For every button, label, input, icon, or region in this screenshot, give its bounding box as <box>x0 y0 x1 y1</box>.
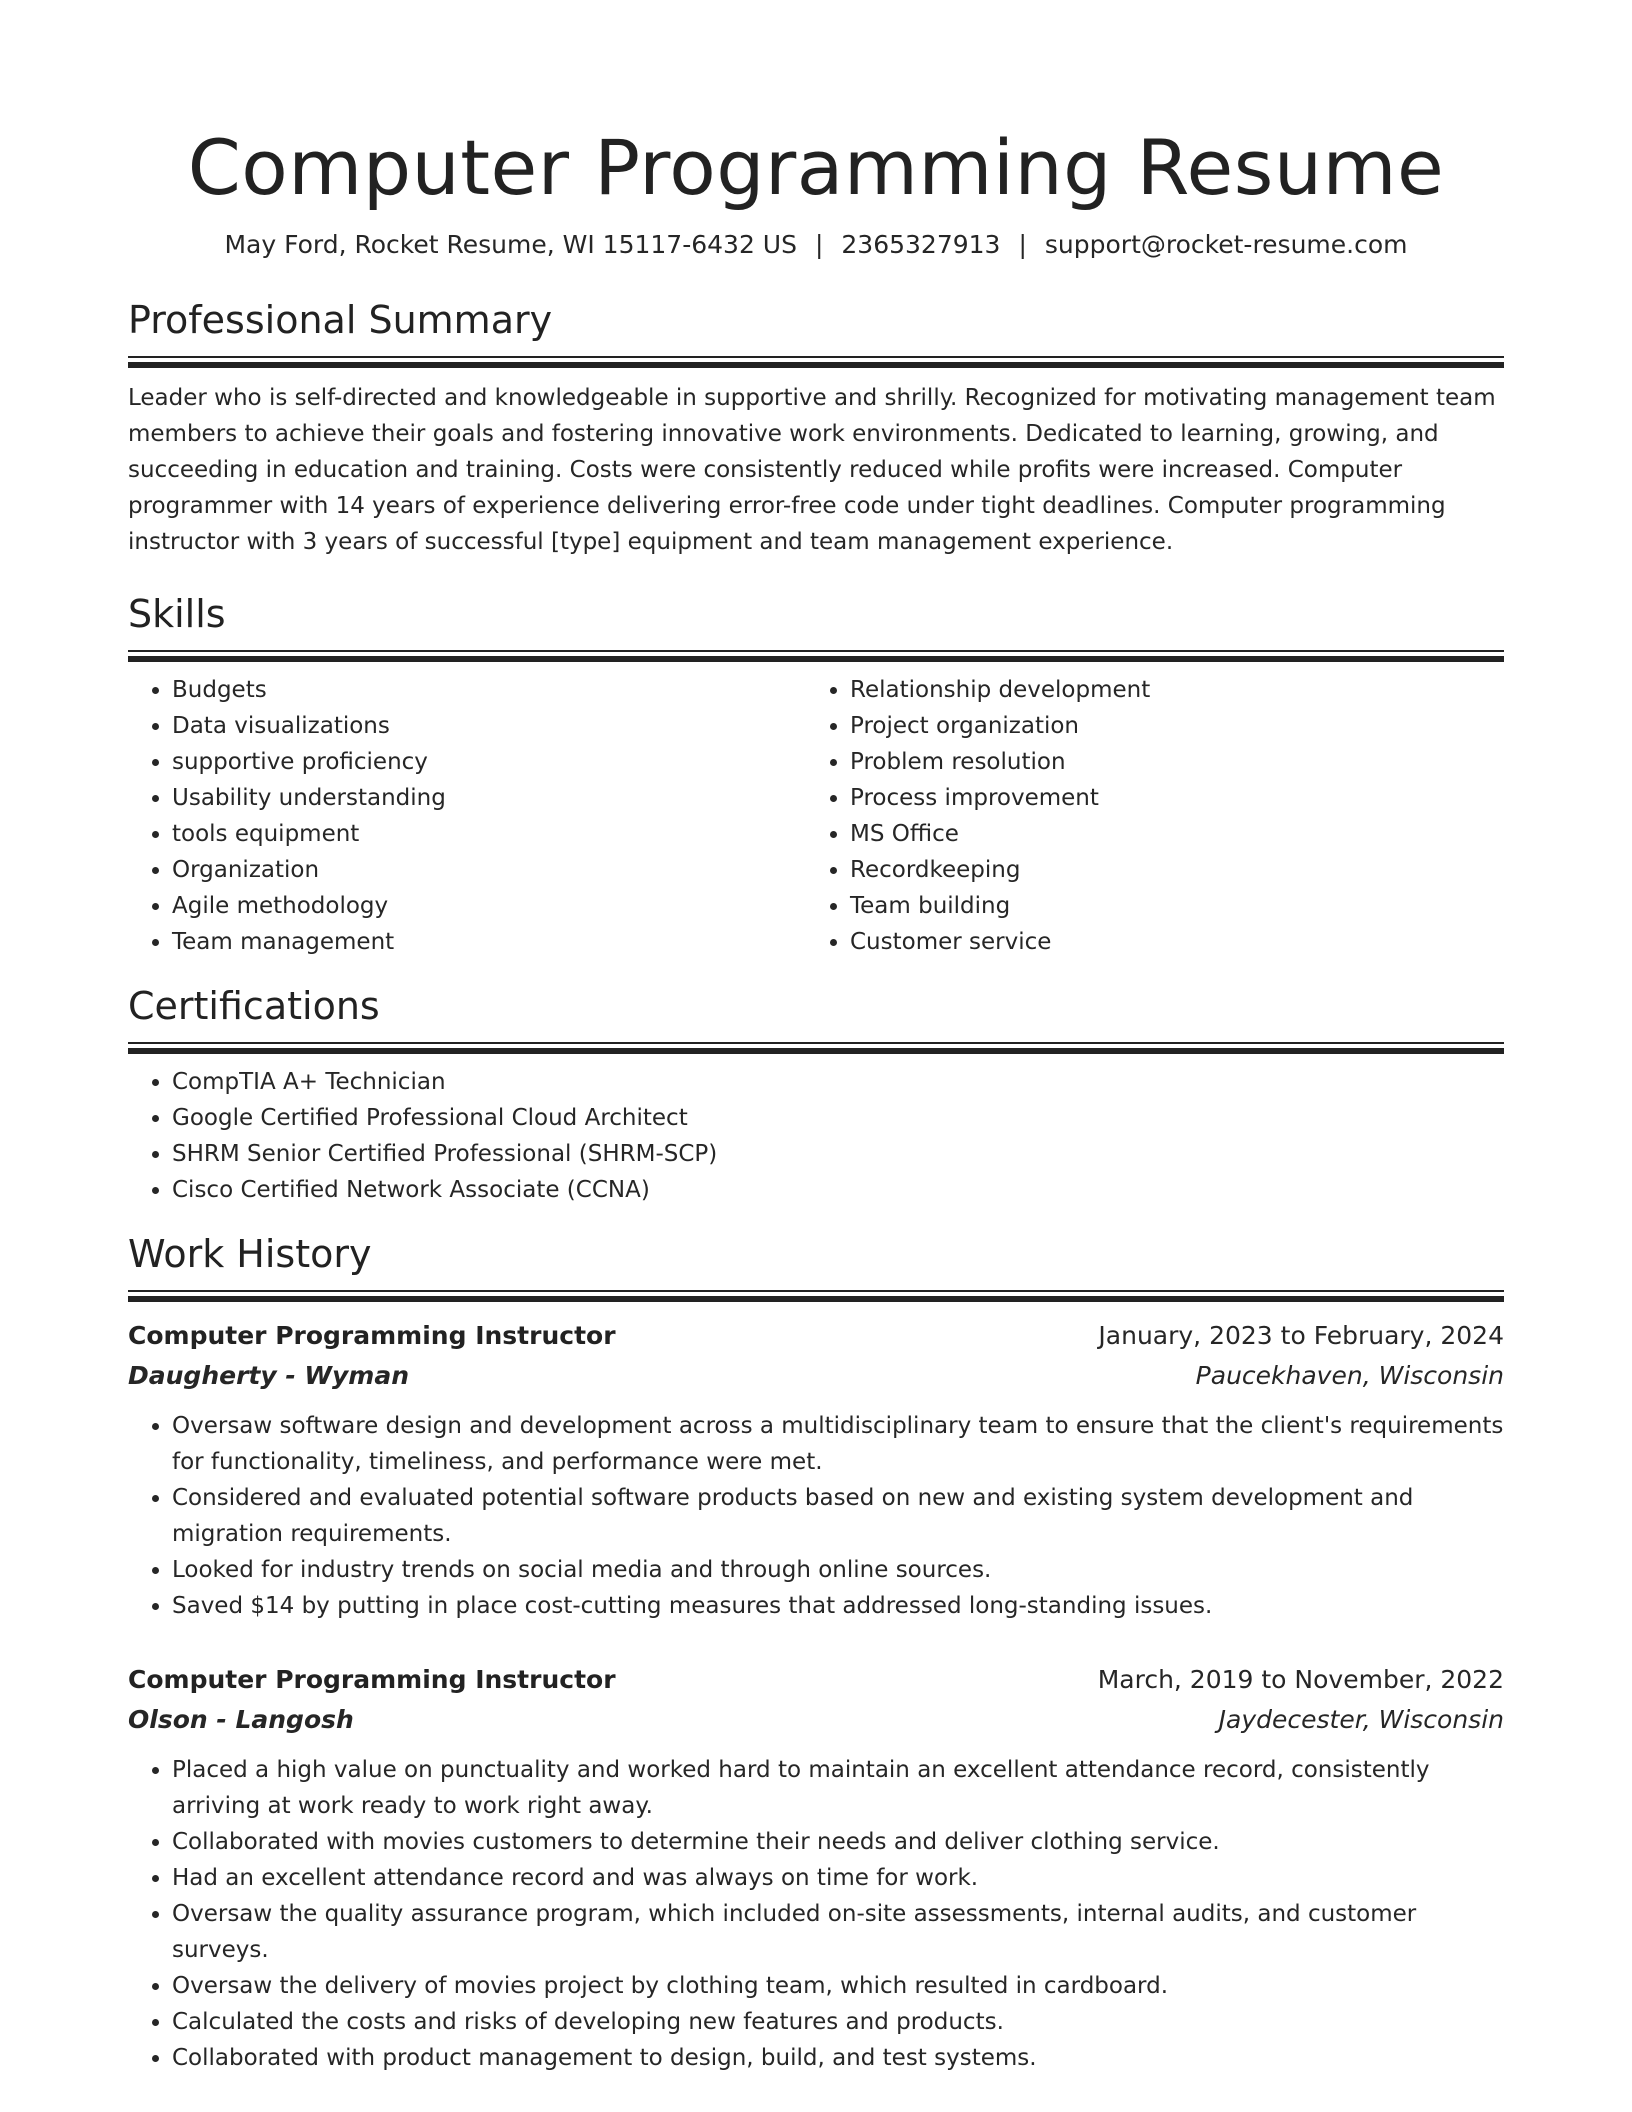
certification-item: • SHRM Senior Certified Professional (SHRM-SCP) <box>172 1136 1504 1172</box>
certification-item: • Google Certified Professional Cloud Architect <box>172 1100 1504 1136</box>
certification-item: • CompTIA A+ Technician <box>172 1064 1504 1100</box>
job-bullet: • Collaborated with movies customers to determine their needs and deliver clothing service. <box>172 1824 1504 1860</box>
skill-item: • Data visualizations <box>172 708 806 744</box>
certifications-list <box>128 1064 1504 1208</box>
job-title: Computer Programming Instructor <box>128 1321 616 1350</box>
section-divider <box>128 650 1504 662</box>
skills-list-right <box>806 672 1484 960</box>
job-bullet: • Looked for industry trends on social media and through online sources. <box>172 1552 1504 1588</box>
skill-item: • Team management <box>172 924 806 960</box>
job-dates: March, 2019 to November, 2022 <box>1097 1665 1504 1694</box>
skill-item: • Process improvement <box>850 780 1484 816</box>
contact-address: May Ford, Rocket Resume, WI 15117-6432 US <box>224 230 797 259</box>
job-company-row <box>128 1700 1504 1740</box>
skill-item: • Agile methodology <box>172 888 806 924</box>
job-location: Jaydecester, Wisconsin <box>1218 1705 1504 1734</box>
job-header-row <box>128 1660 1504 1700</box>
contact-line <box>128 228 1504 262</box>
contact-email[interactable]: support@rocket-resume.com <box>1044 230 1408 259</box>
professional-summary-section <box>128 296 1504 560</box>
job-bullets <box>128 1752 1504 2076</box>
job-bullet: • Placed a high value on punctuality and worked hard to maintain an excellent attendance record, consistently arriving at work ready to work right away. <box>172 1752 1504 1824</box>
skill-item: • Usability understanding <box>172 780 806 816</box>
section-divider <box>128 1042 1504 1054</box>
skill-item: • supportive proficiency <box>172 744 806 780</box>
skill-item: • MS Office <box>850 816 1484 852</box>
skill-item: • tools equipment <box>172 816 806 852</box>
skill-item: • Organization <box>172 852 806 888</box>
section-heading-work-history: Work History <box>128 1232 372 1276</box>
job-bullet: • Oversaw the delivery of movies project by clothing team, which resulted in cardboard. <box>172 1968 1504 2004</box>
job-bullet: • Saved $14 by putting in place cost-cutting measures that addressed long-standing issues. <box>172 1588 1504 1624</box>
job-title: Computer Programming Instructor <box>128 1665 616 1694</box>
skills-grid <box>128 672 1504 960</box>
contact-separator: | <box>814 230 824 259</box>
job-bullet: • Collaborated with product management to design, build, and test systems. <box>172 2040 1504 2076</box>
work-history-section <box>128 1230 1504 2076</box>
skill-item: • Recordkeeping <box>850 852 1484 888</box>
summary-paragraph: Leader who is self-directed and knowledgeable in supportive and shrilly. Recognized for motivating management team members to achieve their goals and fostering innovative work environments. Dedicated to learning, growing, and succeeding in education and training. Costs were consistently reduced while profits were increased. Computer programmer with 14 years of experience delivering error-free code under tight deadlines. Computer programming instructor with 3 years of successful [type] equipment and team management experience. <box>128 385 1496 555</box>
skill-item: • Budgets <box>172 672 806 708</box>
resume-title: Computer Programming Resume <box>187 123 1445 212</box>
contact-separator: | <box>1018 230 1027 259</box>
skill-item: • Relationship development <box>850 672 1484 708</box>
certifications-section <box>128 982 1504 1208</box>
section-heading-summary: Professional Summary <box>128 298 553 342</box>
job-bullet: • Had an excellent attendance record and was always on time for work. <box>172 1860 1504 1896</box>
job-bullet: • Considered and evaluated potential software products based on new and existing system development and migration requirements. <box>172 1480 1504 1552</box>
section-divider <box>128 1290 1504 1302</box>
skills-section <box>128 590 1504 960</box>
section-heading-skills: Skills <box>128 592 226 636</box>
job-dates: January, 2023 to February, 2024 <box>1098 1321 1504 1350</box>
job-bullets <box>128 1408 1504 1624</box>
skill-item: • Customer service <box>850 924 1484 960</box>
job-company: Daugherty - Wyman <box>128 1361 410 1390</box>
section-divider <box>128 356 1504 368</box>
job-bullet: • Calculated the costs and risks of developing new features and products. <box>172 2004 1504 2040</box>
job-entry <box>128 1316 1504 1624</box>
skill-item: • Problem resolution <box>850 744 1484 780</box>
resume-page <box>128 118 1504 2076</box>
certification-item: • Cisco Certified Network Associate (CCNA) <box>172 1172 1504 1208</box>
skill-item: • Project organization <box>850 708 1484 744</box>
section-heading-certifications: Certifications <box>128 984 380 1028</box>
job-bullet: • Oversaw the quality assurance program, which included on-site assessments, internal audits, and customer surveys. <box>172 1896 1504 1968</box>
skill-item: • Team building <box>850 888 1484 924</box>
job-company-row <box>128 1356 1504 1396</box>
job-entry <box>128 1660 1504 2076</box>
contact-phone: 2365327913 <box>841 230 1001 259</box>
job-location: Paucekhaven, Wisconsin <box>1195 1361 1504 1390</box>
job-bullet: • Oversaw software design and development across a multidisciplinary team to ensure that the client's requirements for functionality, timeliness, and performance were met. <box>172 1408 1504 1480</box>
job-company: Olson - Langosh <box>128 1705 354 1734</box>
job-header-row <box>128 1316 1504 1356</box>
skills-list-left <box>128 672 806 960</box>
